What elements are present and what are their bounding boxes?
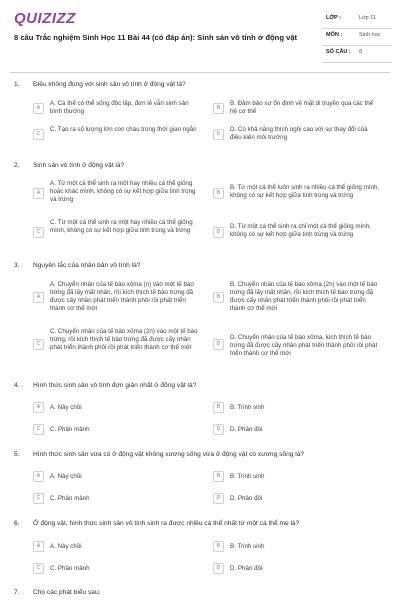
option-letter-badge: B: [213, 292, 224, 303]
header-divider: [10, 72, 390, 73]
question-text: Hình thức sinh sản vô tính đơn giản nhất ở động vật là?: [33, 382, 197, 389]
question-text: Nguyên tắc của nhân bản vô tính là?: [33, 262, 141, 269]
option-letter-badge: D: [213, 424, 224, 435]
option-text: B. Từ một cá thể luôn sinh ra nhiều cá thể giống mình, không có sự kết hợp giữa tinh trùng và trứng: [230, 184, 380, 200]
option-letter-badge: B: [213, 541, 224, 552]
option-text: B. Chuyển nhân của tế bào xôma (2n) vào một tế bào trứng đã lấy mất nhân, rồi kích thích tế bào trứng đã được cấy nhân phát triển thành phôi rồi phát triển thành cơ thể mới: [230, 281, 378, 313]
option-text: A. Nảy chồi: [50, 404, 82, 411]
option-text: D. Phân đôi: [230, 565, 263, 572]
option-text: A. Nảy chồi: [50, 543, 82, 550]
option-letter-badge: A: [33, 402, 44, 413]
option-letter-badge: D: [213, 339, 224, 350]
option-letter-badge: D: [213, 227, 224, 238]
option-letter-badge: C: [33, 339, 44, 350]
option-text: A. Cá thể có thể sống độc lập, đơn lẻ vẫn sinh sản bình thường: [50, 100, 189, 116]
meta-value: 8: [359, 49, 363, 55]
question-text: Cho các phát biểu sau:: [33, 589, 101, 596]
option-letter-badge: C: [33, 129, 44, 140]
question-text: Sinh sản vô tính ở động vật là?: [33, 162, 125, 169]
meta-value: Sinh học: [359, 32, 381, 38]
option-letter-badge: B: [213, 402, 224, 413]
option-letter-badge: B: [213, 103, 224, 114]
option-text: A. Chuyển nhân của tế bào xôma (n) vào một tế bào trứng đã lấy mất nhân, rồi kích thích tế bào trứng đã được cấy nhân phát triển thành phôi rồi phát triển thành cơ thể mới: [50, 281, 194, 313]
option-letter-badge: B: [213, 471, 224, 482]
question-number: 2.: [14, 162, 20, 169]
option-letter-badge: D: [213, 493, 224, 504]
option-text: A. Nảy chồi: [50, 473, 82, 480]
option-text: A. Từ một cá thể sinh ra một hay nhiều cá thể giống hoặc khác mình, không có sự kết hợp giữa tinh trùng và trứng: [50, 180, 196, 204]
option-letter-badge: A: [33, 103, 44, 114]
option-letter-badge: B: [213, 188, 224, 199]
quizizz-logo: QUIZIZZ: [14, 10, 76, 27]
question-number: 7.: [14, 589, 20, 596]
option-text: D. Phân đôi: [230, 495, 263, 502]
question-text: Ở động vật, hình thức sinh sản vô tính sinh ra được nhiều cá thể nhất từ một cá thể mẹ là?: [33, 520, 300, 527]
question-text: Hình thức sinh sản vừa có ở động vật không xương sống vừa ở động vật có xương sống là?: [33, 451, 305, 458]
option-letter-badge: A: [33, 292, 44, 303]
option-text: B. Trinh sinh: [230, 473, 265, 480]
header: [0, 0, 400, 70]
meta-row-subject: [322, 29, 392, 46]
question-number: 5.: [14, 451, 20, 458]
option-text: D. Chuyển nhân của tế bào xôma, kích thích tế bào trứng đã được cấy nhân phát triển thành phôi rồi phát triển thành cơ thể mới: [230, 334, 378, 358]
meta-key: MÔN :: [326, 32, 343, 38]
option-text: D. Có khả năng thích nghi cao với sự thay đổi của điều kiện môi trường: [230, 126, 368, 142]
meta-row-grade: [322, 12, 392, 29]
option-text: C. Phân mảnh: [50, 426, 90, 433]
option-letter-badge: D: [213, 563, 224, 574]
option-text: B. Trinh sinh: [230, 543, 265, 550]
meta-key: LỚP :: [326, 15, 341, 21]
document-title: 8 câu Trắc nghiệm Sinh Học 11 Bài 44 (có đáp án): Sinh sản vô tính ở động vật: [14, 33, 298, 42]
option-letter-badge: A: [33, 188, 44, 199]
meta-value: Lớp 11: [359, 15, 376, 21]
option-letter-badge: C: [33, 424, 44, 435]
question-number: 6.: [14, 520, 20, 527]
option-text: B. Đảm bảo sự ổn định về mặt di truyền qua các thế hệ cơ thể: [230, 100, 374, 116]
question-number: 4.: [14, 382, 20, 389]
option-letter-badge: C: [33, 563, 44, 574]
question-text: Điều không đúng với sinh sản vô tính ở động vật là?: [33, 81, 186, 88]
meta-key: SỐ CÂU :: [326, 49, 351, 55]
option-letter-badge: D: [213, 129, 224, 140]
option-letter-badge: C: [33, 227, 44, 238]
option-text: B. Trinh sinh: [230, 404, 265, 411]
option-letter-badge: C: [33, 493, 44, 504]
meta-row-count: [322, 46, 392, 63]
option-text: C. Từ một cá thể sinh ra một hay nhiều cá thể giống mình, không có sự kết hợp giữa tinh trùng và trứng: [50, 219, 193, 235]
option-text: C. Chuyển nhân của tế bào xôma (2n) vào một tế bào trứng, rồi kích thích tế bào trứng đã được cấy nhân phát triển thành phôi rồi phát triển thành cơ thể mới: [50, 328, 198, 352]
meta-table: [322, 12, 392, 63]
question-number: 3.: [14, 262, 20, 269]
option-text: D. Từ một cá thể sinh ra chỉ một cá thể giống mình, không có sự kết hợp giữa tinh trùng và trứng: [230, 223, 371, 239]
option-text: D. Phân đôi: [230, 426, 263, 433]
option-text: C. Phân mảnh: [50, 565, 90, 572]
option-text: C. Tạo ra số lượng lớn con cháu trong thời gian ngắn: [50, 126, 197, 133]
question-number: 1.: [14, 81, 20, 88]
option-letter-badge: A: [33, 541, 44, 552]
option-letter-badge: A: [33, 471, 44, 482]
option-text: C. Phân mảnh: [50, 495, 90, 502]
